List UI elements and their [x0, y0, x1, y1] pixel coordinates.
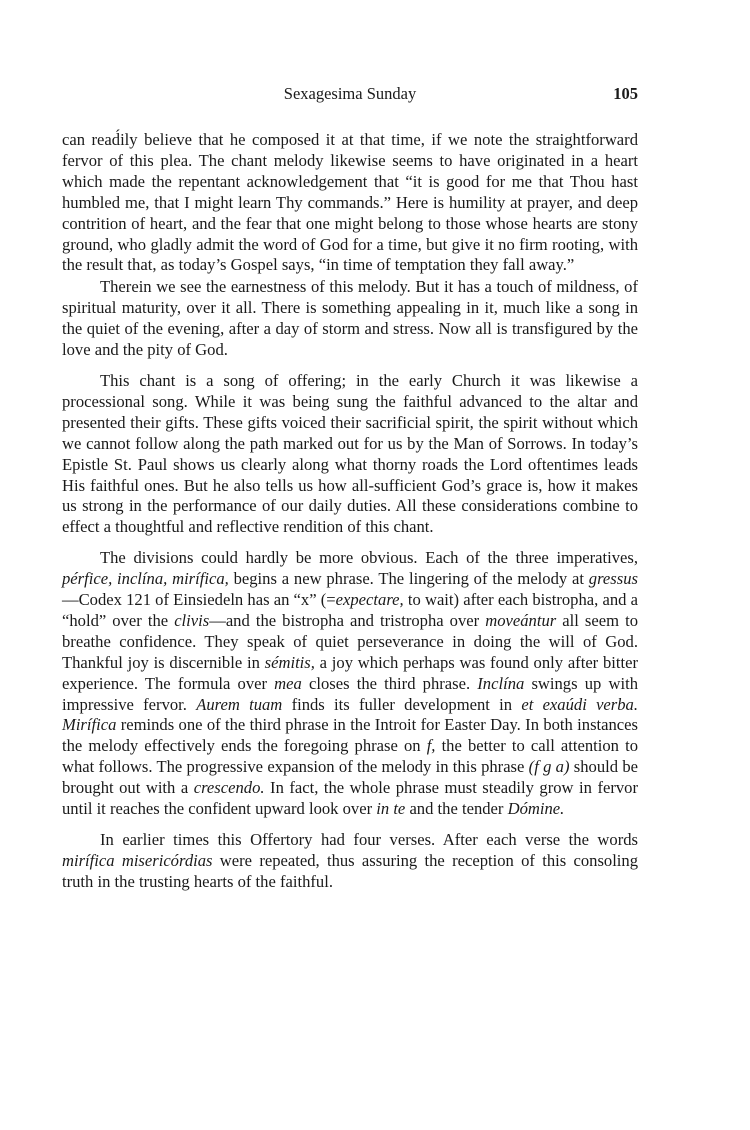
italic-term: clivis — [174, 610, 210, 630]
italic-term: gressus — [588, 569, 638, 589]
paragraph-2 — [62, 277, 638, 361]
italic-term: in te — [376, 799, 406, 819]
text-run: This chant is a song of offering; in the early Church it was likewise a processional song. While it was being sung the faithful advanced to the altar and presented their gifts. These gifts voiced their sacrificial spirit, the spirit without which we cannot follow along the path marked out for us by the Man of Sorrows. In today’s Epistle St. Paul shows us clearly along what thorny roads the Lord oftentimes leads His faithful ones. But he also tells us how all-sufficient God’s grace is, how it makes us strong in the performance of our daily duties. All these considerations combine to effect a thoughtful and reflective rendition of this chant. — [62, 370, 638, 537]
italic-term: sémitis, — [264, 652, 315, 672]
text-run: were repeated, thus assuring the reception of this consoling truth in the trusting hearts of the faithful. — [62, 850, 639, 891]
text-run: In fact, the whole phrase must steadily grow in fervor until it reaches the confident upward look over — [62, 778, 638, 819]
text-run: a joy which perhaps was found only after bitter experience. The formula over — [62, 652, 638, 693]
paragraph-4 — [62, 548, 638, 820]
text-run: should be brought out with a — [62, 757, 638, 798]
italic-term: Dómine. — [507, 799, 565, 819]
italic-term: (f g a) — [528, 757, 570, 777]
text-run: swings up with impressive fervor. — [62, 673, 638, 714]
text-run: the better to call attention to what follows. The progressive expansion of the melody in this phrase — [62, 736, 638, 777]
italic-term: mirífica misericórdias — [62, 850, 213, 870]
text-run: —and the bistropha and tristropha over — [209, 610, 486, 630]
text-run: can read́ily believe that he composed it at that time, if we note the straightforward fervor of this plea. The chant melody likewise seems to have originated in a heart which made the repentant acknowledgement that “it is good for me that Thou hast humbled me, that I might learn Thy commands.” Here is humility at prayer, and deep contrition of heart, and the fear that one might belong to those whose hearts are stony ground, who gladly admit the word of God for a time, but give it no firm rooting, with the result that, as today’s Gospel says, “in time of temptation they fall away.” — [62, 130, 638, 275]
text-run: closes the third phrase. — [301, 673, 478, 693]
text-run: The divisions could hardly be more obvious. Each of the three imperatives, — [100, 548, 638, 568]
text-run: In earlier times this Offertory had four verses. After each verse the words — [100, 830, 638, 849]
text-run: all seem to breathe confidence. They speak of quiet perseverance in doing the will of God. Thankful joy is discernible in — [62, 610, 638, 672]
italic-term: Aurem tuam — [196, 694, 283, 714]
italic-term: crescendo. — [193, 778, 265, 798]
page-header — [62, 84, 638, 108]
body-text — [62, 130, 638, 893]
italic-term: pérfice, inclína, mirífica, — [62, 569, 229, 589]
italic-term: moveántur — [485, 610, 557, 630]
paragraph-5 — [62, 830, 638, 893]
paragraph-1 — [62, 130, 638, 276]
text-run: to wait) after each bistropha, and a “hold” over the — [62, 590, 638, 630]
italic-term: Inclína — [477, 673, 525, 693]
text-run: —Codex 121 of Einsiedeln has an “x” (= — [62, 590, 336, 610]
text-run: reminds one of the third phrase in the Introit for Easter Day. In both instances the melody effectively ends the foregoing phrase on — [62, 715, 638, 756]
italic-term: expectare, — [335, 590, 404, 610]
page-number: 105 — [613, 84, 638, 103]
text-run: finds its fuller development in — [282, 694, 522, 714]
paragraph-3 — [62, 371, 638, 538]
italic-term: et exaúdi verba. Mirífica — [62, 694, 639, 735]
text-run: begins a new phrase. The lingering of the melody at — [228, 569, 589, 589]
italic-term: mea — [274, 673, 302, 693]
text-run: and the tender — [405, 799, 508, 819]
italic-term: f, — [426, 736, 436, 756]
running-title: Sexagesima Sunday — [283, 84, 417, 103]
text-run: Therein we see the earnestness of this melody. But it has a touch of mildness, of spiritual maturity, over it all. There is something appealing in it, much like a song in the quiet of the evening, after a day of storm and stress. Now all is transfigured by the love and the pity of God. — [62, 277, 638, 360]
